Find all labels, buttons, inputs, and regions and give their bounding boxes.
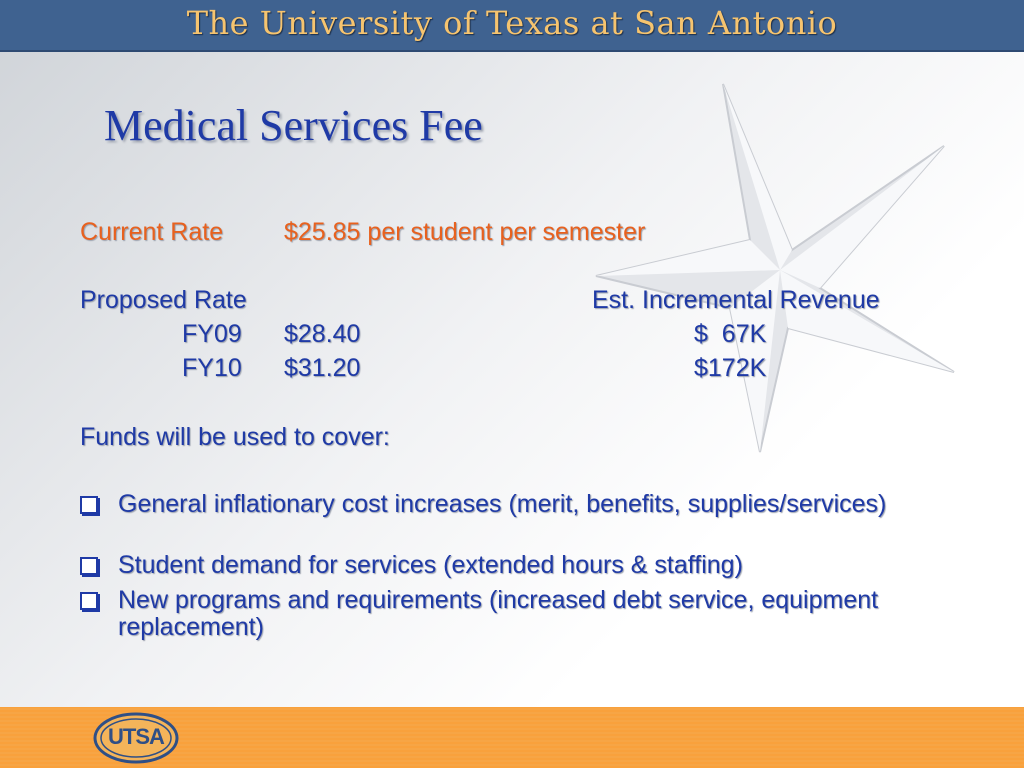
current-rate-value: $25.85 per student per semester — [284, 218, 646, 246]
current-rate-label: Current Rate — [80, 218, 224, 246]
fy09-revenue: $ 67K — [694, 320, 767, 348]
logo-text: UTSA — [108, 724, 164, 749]
checkbox-bullet-icon — [80, 557, 98, 575]
header-bar — [0, 0, 1024, 52]
funds-intro: Funds will be used to cover: — [80, 423, 390, 451]
university-title: The University of Texas at San Antonio — [186, 4, 838, 42]
fy09-rate: $28.40 — [284, 320, 361, 348]
fy10-revenue: $172K — [694, 354, 767, 382]
fy10-rate: $31.20 — [284, 354, 361, 382]
star-watermark-icon — [590, 80, 970, 460]
revenue-header: Est. Incremental Revenue — [592, 286, 880, 314]
bullet-text: Student demand for services (extended hours & staffing) — [118, 551, 743, 579]
checkbox-bullet-icon — [80, 592, 98, 610]
fy10-label: FY10 — [182, 354, 242, 382]
fy09-label: FY09 — [182, 320, 242, 348]
slide-title: Medical Services Fee — [104, 101, 483, 150]
bullet-text: New programs and requirements (increased debt service, equipment replacement) — [118, 586, 879, 641]
bullet-text: General inflationary cost increases (merit, benefits, supplies/services) — [118, 490, 887, 518]
proposed-rate-label: Proposed Rate — [80, 286, 247, 314]
checkbox-bullet-icon — [80, 496, 98, 514]
